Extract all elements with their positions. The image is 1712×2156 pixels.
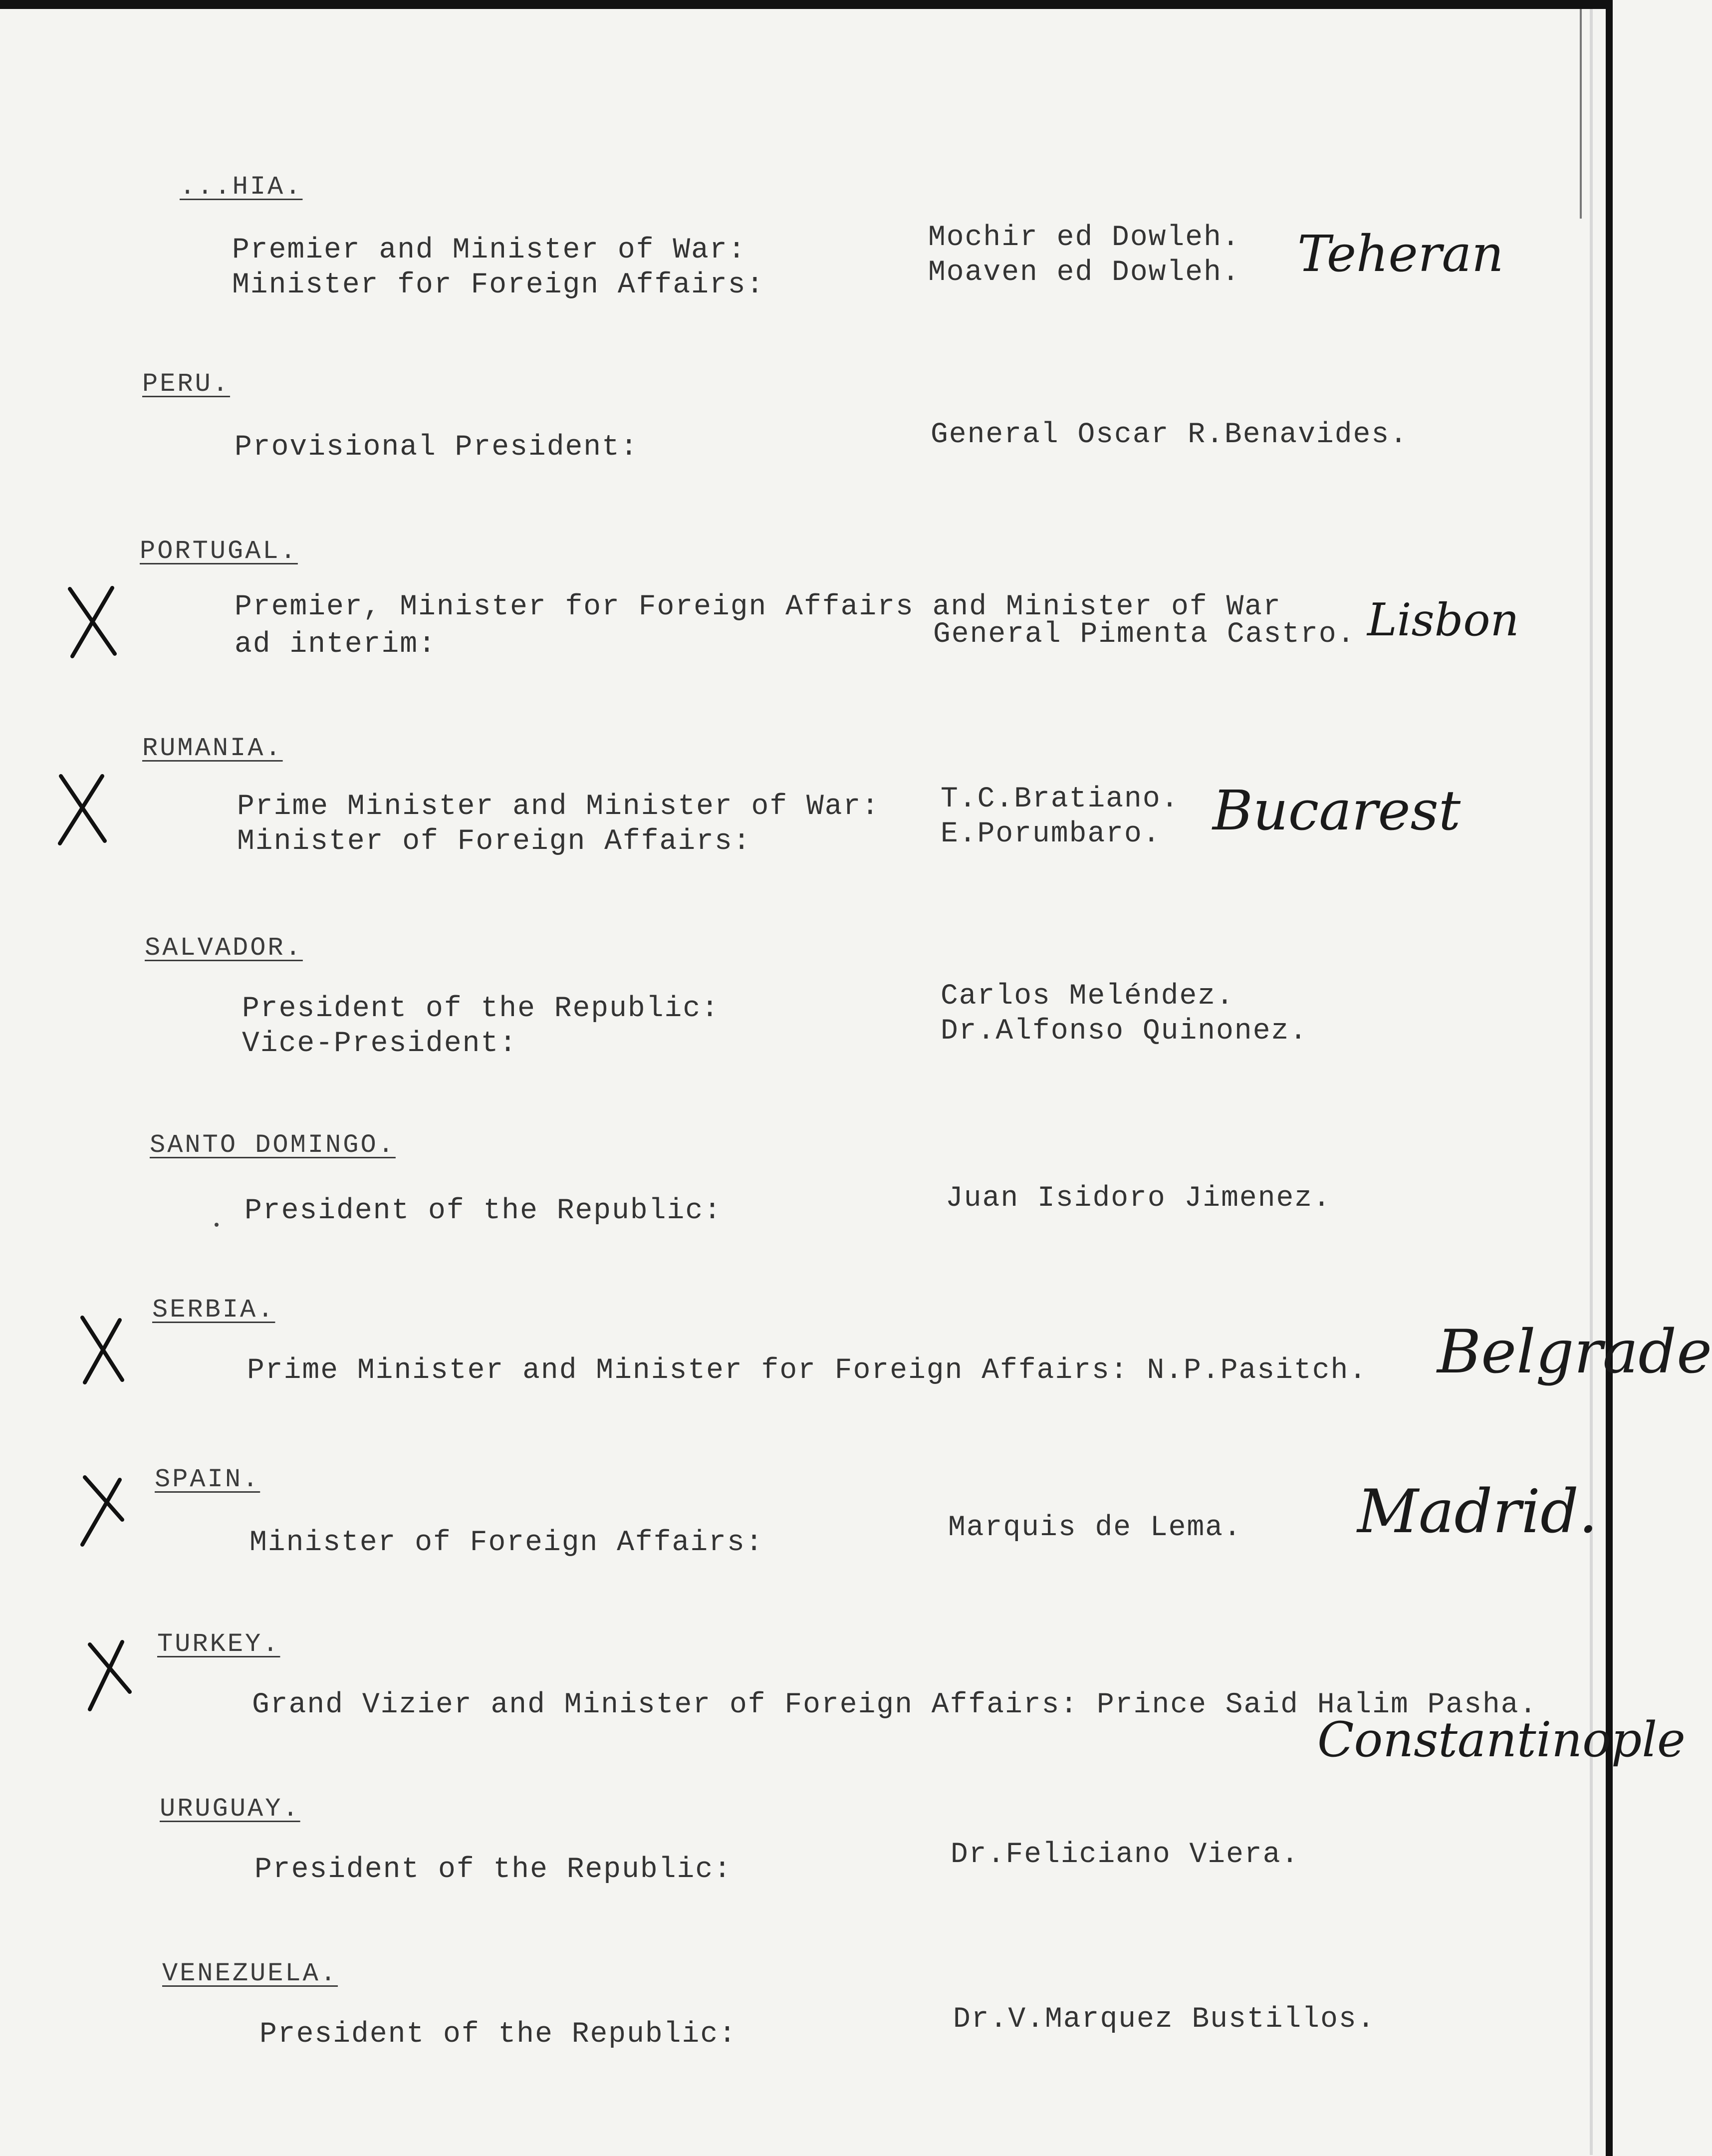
country-heading: URUGUAY. bbox=[160, 1794, 300, 1824]
entry-title: Premier, Minister for Foreign Affairs and Minister of War bbox=[235, 591, 1281, 623]
country-heading: PORTUGAL. bbox=[140, 537, 298, 566]
entry-name: Mochir ed Dowleh. bbox=[928, 222, 1240, 254]
x-mark bbox=[75, 1472, 130, 1547]
entry-name: Carlos Meléndez. bbox=[941, 980, 1234, 1013]
scan-artifact-line bbox=[1590, 9, 1593, 2155]
ink-speck bbox=[215, 1223, 219, 1227]
country-heading: TURKEY. bbox=[157, 1629, 280, 1659]
entry-name: Dr.Alfonso Quinonez. bbox=[941, 1015, 1308, 1048]
entry-name: Marquis de Lema. bbox=[948, 1512, 1242, 1544]
handwritten-note: Madrid. bbox=[1357, 1477, 1598, 1547]
scan-artifact-line bbox=[1580, 9, 1582, 219]
country-heading: SANTO DOMINGO. bbox=[150, 1130, 396, 1160]
entry-title: Vice-President: bbox=[242, 1028, 518, 1060]
entry-title: President of the Republic: bbox=[259, 2018, 737, 2051]
entry-name: T.C.Bratiano. bbox=[941, 783, 1180, 815]
entry-title: Minister for Foreign Affairs: bbox=[232, 269, 765, 301]
entry-title: President of the Republic: bbox=[254, 1854, 732, 1886]
country-heading: SPAIN. bbox=[155, 1465, 260, 1494]
entry-title: Minister of Foreign Affairs: bbox=[249, 1527, 764, 1559]
entry-title: President of the Republic: bbox=[242, 993, 720, 1025]
country-heading: VENEZUELA. bbox=[162, 1959, 338, 1988]
entry-name: General Oscar R.Benavides. bbox=[931, 419, 1408, 451]
entry-name: E.Porumbaro. bbox=[941, 818, 1161, 850]
entry-title: Prime Minister and Minister of War: bbox=[237, 791, 880, 823]
handwritten-note: Constantinople bbox=[1317, 1712, 1686, 1768]
x-mark bbox=[55, 771, 110, 846]
entry-title: Minister of Foreign Affairs: bbox=[237, 825, 751, 858]
entry-name: Dr.Feliciano Viera. bbox=[951, 1839, 1300, 1871]
entry-title: Grand Vizier and Minister of Foreign Affairs: Prince Said Halim Pasha. bbox=[252, 1689, 1538, 1721]
handwritten-note: Teheran bbox=[1297, 225, 1504, 283]
country-heading: ...HIA. bbox=[180, 172, 303, 202]
entry-name: Juan Isidoro Jimenez. bbox=[946, 1182, 1331, 1215]
entry-title: President of the Republic: bbox=[245, 1195, 722, 1227]
entry-title: Provisional President: bbox=[235, 431, 639, 464]
handwritten-note: Belgrade bbox=[1437, 1318, 1712, 1387]
scan-border-top bbox=[0, 0, 1613, 9]
country-heading: PERU. bbox=[142, 369, 231, 399]
entry-title: Prime Minister and Minister for Foreign Affairs: N.P.Pasitch. bbox=[247, 1354, 1368, 1387]
scan-border-right bbox=[1606, 0, 1613, 2156]
entry-name: General Pimenta Castro. bbox=[933, 618, 1356, 651]
x-mark bbox=[75, 1313, 130, 1387]
entry-title: ad interim: bbox=[235, 628, 437, 661]
handwritten-note: Lisbon bbox=[1367, 594, 1519, 646]
country-heading: SALVADOR. bbox=[145, 933, 303, 963]
country-heading: RUMANIA. bbox=[142, 734, 283, 763]
country-heading: SERBIA. bbox=[152, 1295, 275, 1325]
entry-name: Moaven ed Dowleh. bbox=[928, 257, 1240, 289]
x-mark bbox=[80, 1637, 135, 1712]
handwritten-note: Bucarest bbox=[1213, 779, 1461, 842]
entry-title: Premier and Minister of War: bbox=[232, 234, 746, 267]
x-mark bbox=[65, 584, 120, 659]
entry-name: Dr.V.Marquez Bustillos. bbox=[953, 2003, 1376, 2036]
